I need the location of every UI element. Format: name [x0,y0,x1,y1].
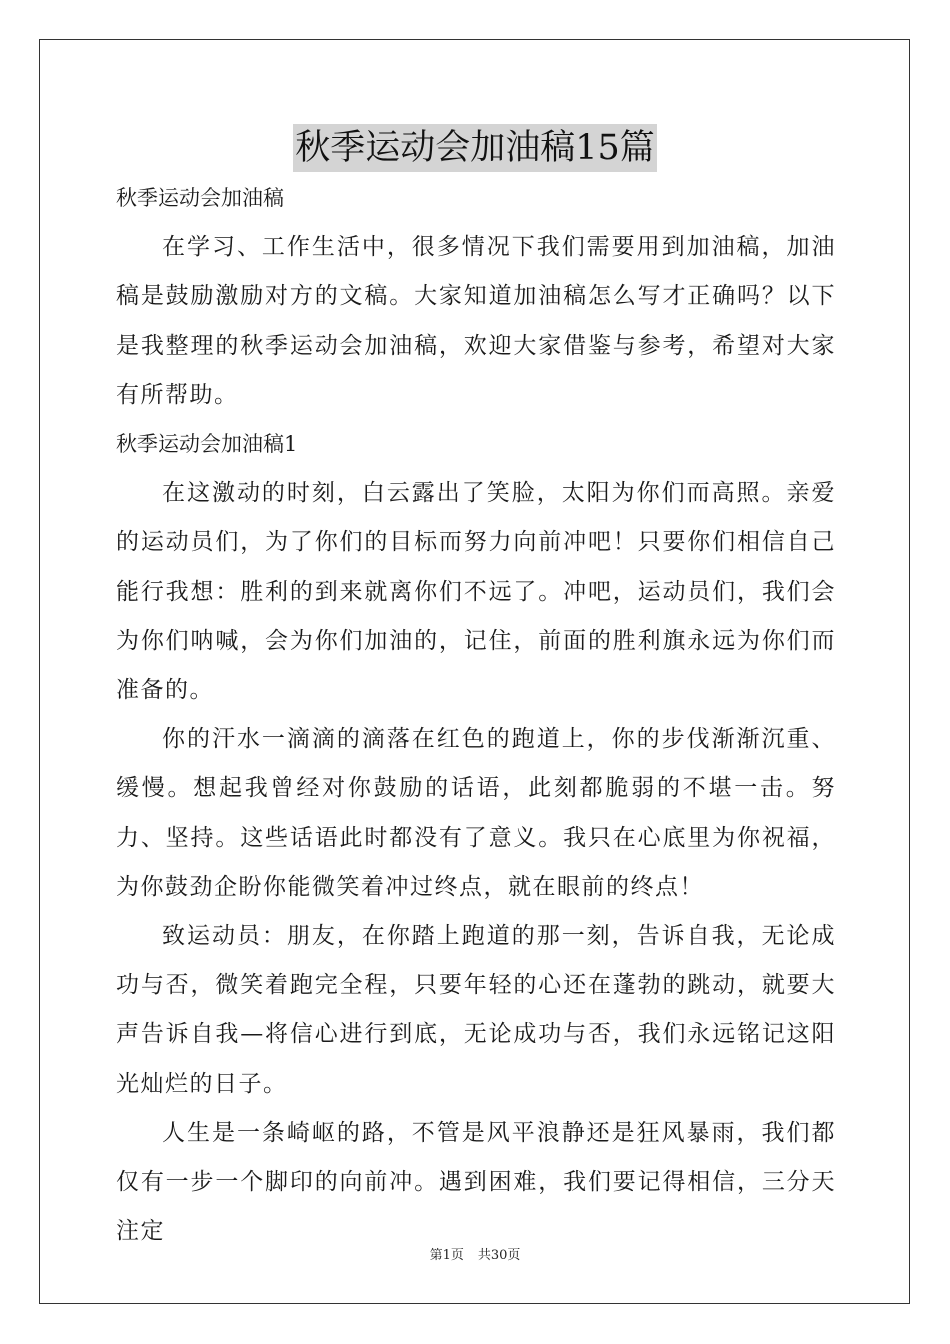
section-heading: 秋季运动会加油稿1 [116,432,298,457]
paragraph: 你的汗水一滴滴的滴落在红色的跑道上，你的步伐渐渐沉重、缓慢。想起我曾经对你鼓励的话语，此刻都脆弱的不堪一击。努力、坚持。这些话语此时都没有了意义。我只在心底里为你祝福，为你鼓劲企盼你能微笑着冲过终点，就在眼前的终点！ [116,726,836,900]
paragraph: 在这激动的时刻，白云露出了笑脸，太阳为你们而高照。亲爱的运动员们，为了你们的目标而努力向前冲吧！只要你们相信自己能行我想：胜利的到来就离你们不远了。冲吧，运动员们，我们会为你们呐喊，会为你们加油的，记住，前面的胜利旗永远为你们而准备的。 [116,480,836,704]
paragraph: 致运动员：朋友，在你踏上跑道的那一刻，告诉自我，无论成功与否，微笑着跑完全程，只要年轻的心还在蓬勃的跳动，就要大声告诉自我—将信心进行到底，无论成功与否，我们永远铭记这阳光灿烂的日子。 [116,923,836,1097]
page-footer [0,1244,950,1263]
paragraph: 在学习、工作生活中，很多情况下我们需要用到加油稿，加油稿是鼓励激励对方的文稿。大家知道加油稿怎么写才正确吗？以下是我整理的秋季运动会加油稿，欢迎大家借鉴与参考，希望对大家有所帮助。 [116,234,836,408]
document-title: 秋季运动会加油稿15篇 [293,124,657,172]
page-number: 第1页 [429,1248,464,1263]
section-heading: 秋季运动会加油稿 [116,186,284,210]
document-body [116,174,836,1256]
title-container [0,124,950,172]
page-total: 共30页 [477,1248,521,1263]
paragraph: 人生是一条崎岖的路，不管是风平浪静还是狂风暴雨，我们都仅有一步一个脚印的向前冲。遇到困难，我们要记得相信，三分天注定 [116,1119,836,1245]
